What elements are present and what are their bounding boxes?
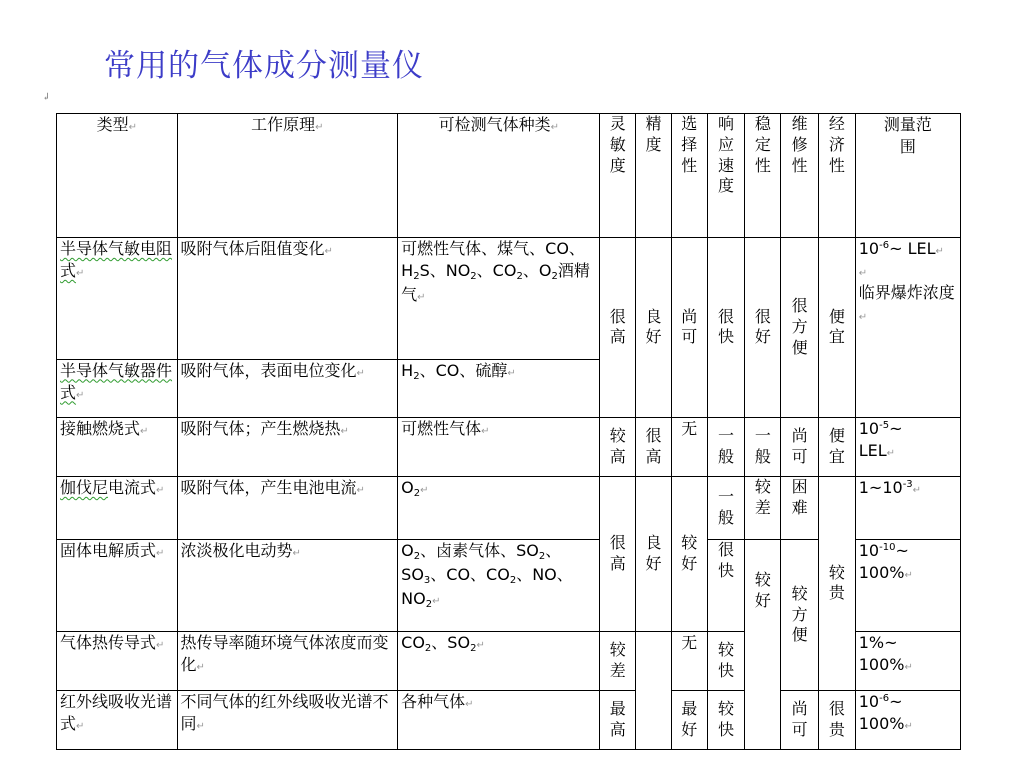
precision-cell: 很高 <box>636 418 672 477</box>
header-gases: 可检测气体种类↵ <box>398 114 600 238</box>
header-range: 测量范围 <box>855 114 960 238</box>
economy-cell: 很贵 <box>818 691 855 750</box>
principle-cell: 吸附气体后阻值变化↵ <box>177 237 398 359</box>
precision-cell: 良好 <box>636 477 672 632</box>
selectivity-cell: 最好 <box>671 691 707 750</box>
principle-cell: 不同气体的红外线吸收光谱不同↵ <box>177 691 398 750</box>
precision-cell: 良好 <box>636 237 672 418</box>
maintenance-cell: 困难 <box>781 477 819 540</box>
header-economy: 经济性 <box>818 114 855 238</box>
economy-cell: 较贵 <box>818 477 855 691</box>
range-cell: $10^{-6}\sim$ LEL↵ ↵ 临界爆炸浓度↵ <box>855 237 960 418</box>
gas-analyzer-table <box>56 113 961 750</box>
table-row <box>57 237 961 359</box>
principle-cell: 吸附气体，产生电池电流↵ <box>177 477 398 540</box>
stability-cell: 较好 <box>745 540 781 750</box>
selectivity-cell: 无 <box>671 632 707 691</box>
maintenance-cell: 较方便 <box>781 540 819 691</box>
header-stability: 稳定性 <box>745 114 781 238</box>
sensitivity-cell: 很高 <box>600 237 636 418</box>
type-cell: 伽伐尼电流式↵ <box>57 477 178 540</box>
gases-cell: $H_2$、CO、硫醇↵ <box>398 359 600 418</box>
header-row <box>57 114 961 238</box>
page-title: 常用的气体成分测量仪 <box>104 48 424 84</box>
header-precision: 精度 <box>636 114 672 238</box>
principle-cell: 吸附气体，表面电位变化↵ <box>177 359 398 418</box>
range-cell: $10^{-5}\sim$ LEL↵ <box>855 418 960 477</box>
maintenance-cell: 尚可 <box>781 418 819 477</box>
gases-cell: 可燃性气体↵ <box>398 418 600 477</box>
range-cell: 1%~ 100%↵ <box>855 632 960 691</box>
maintenance-cell: 很方便 <box>781 237 819 418</box>
precision-cell <box>636 632 672 750</box>
header-sensitivity: 灵敏度 <box>600 114 636 238</box>
economy-cell: 便宜 <box>818 237 855 418</box>
selectivity-cell: 尚可 <box>671 237 707 418</box>
range-cell: $1\sim 10^{-3}↵$ <box>855 477 960 540</box>
stability-cell: 一般 <box>745 418 781 477</box>
gases-cell: 可燃性气体、煤气、CO、$H_2S$、$NO_2$、$CO_2$、$O_2$酒精气↵ <box>398 237 600 359</box>
type-cell: 固体电解质式↵ <box>57 540 178 632</box>
gases-cell: $O_2↵$ <box>398 477 600 540</box>
selectivity-cell: 无 <box>671 418 707 477</box>
gases-cell: $CO_2$、$SO_2↵$ <box>398 632 600 691</box>
header-type: 类型↵ <box>57 114 178 238</box>
stability-cell: 很好 <box>745 237 781 418</box>
type-cell: 半导体气敏电阻式↵ <box>57 237 178 359</box>
stray-return-mark: ↲ <box>42 92 51 103</box>
response-cell: 很快 <box>707 237 745 418</box>
principle-cell: 热传导率随环境气体浓度而变化↵ <box>177 632 398 691</box>
table-row <box>57 691 961 750</box>
response-cell: 很快 <box>707 540 745 632</box>
gases-cell: 各种气体↵ <box>398 691 600 750</box>
gases-cell: $O_2$、卤素气体、$SO_2$、$SO_3$、CO、$CO_2$、NO、$NO_2↵$ <box>398 540 600 632</box>
type-cell: 半导体气敏器件式↵ <box>57 359 178 418</box>
response-cell: 较快 <box>707 691 745 750</box>
header-principle: 工作原理↵ <box>177 114 398 238</box>
header-selectivity: 选择性 <box>671 114 707 238</box>
stability-cell: 较差 <box>745 477 781 540</box>
header-response: 响应速度 <box>707 114 745 238</box>
type-cell: 气体热传导式↵ <box>57 632 178 691</box>
sensitivity-cell: 最高 <box>600 691 636 750</box>
type-cell: 红外线吸收光谱式↵ <box>57 691 178 750</box>
header-maintenance: 维修性 <box>781 114 819 238</box>
response-cell: 一般 <box>707 418 745 477</box>
maintenance-cell: 尚可 <box>781 691 819 750</box>
response-cell: 较快 <box>707 632 745 691</box>
selectivity-cell: 较好 <box>671 477 707 632</box>
range-cell: $10^{-6}\sim$ 100%↵ <box>855 691 960 750</box>
sensitivity-cell: 较差 <box>600 632 636 691</box>
response-cell: 一般 <box>707 477 745 540</box>
principle-cell: 吸附气体；产生燃烧热↵ <box>177 418 398 477</box>
range-cell: $10^{-10}\sim$ 100%↵ <box>855 540 960 632</box>
sensitivity-cell: 较高 <box>600 418 636 477</box>
table-row <box>57 477 961 540</box>
principle-cell: 浓淡极化电动势↵ <box>177 540 398 632</box>
type-cell: 接触燃烧式↵ <box>57 418 178 477</box>
table-row <box>57 418 961 477</box>
economy-cell: 便宜 <box>818 418 855 477</box>
sensitivity-cell: 很高 <box>600 477 636 632</box>
